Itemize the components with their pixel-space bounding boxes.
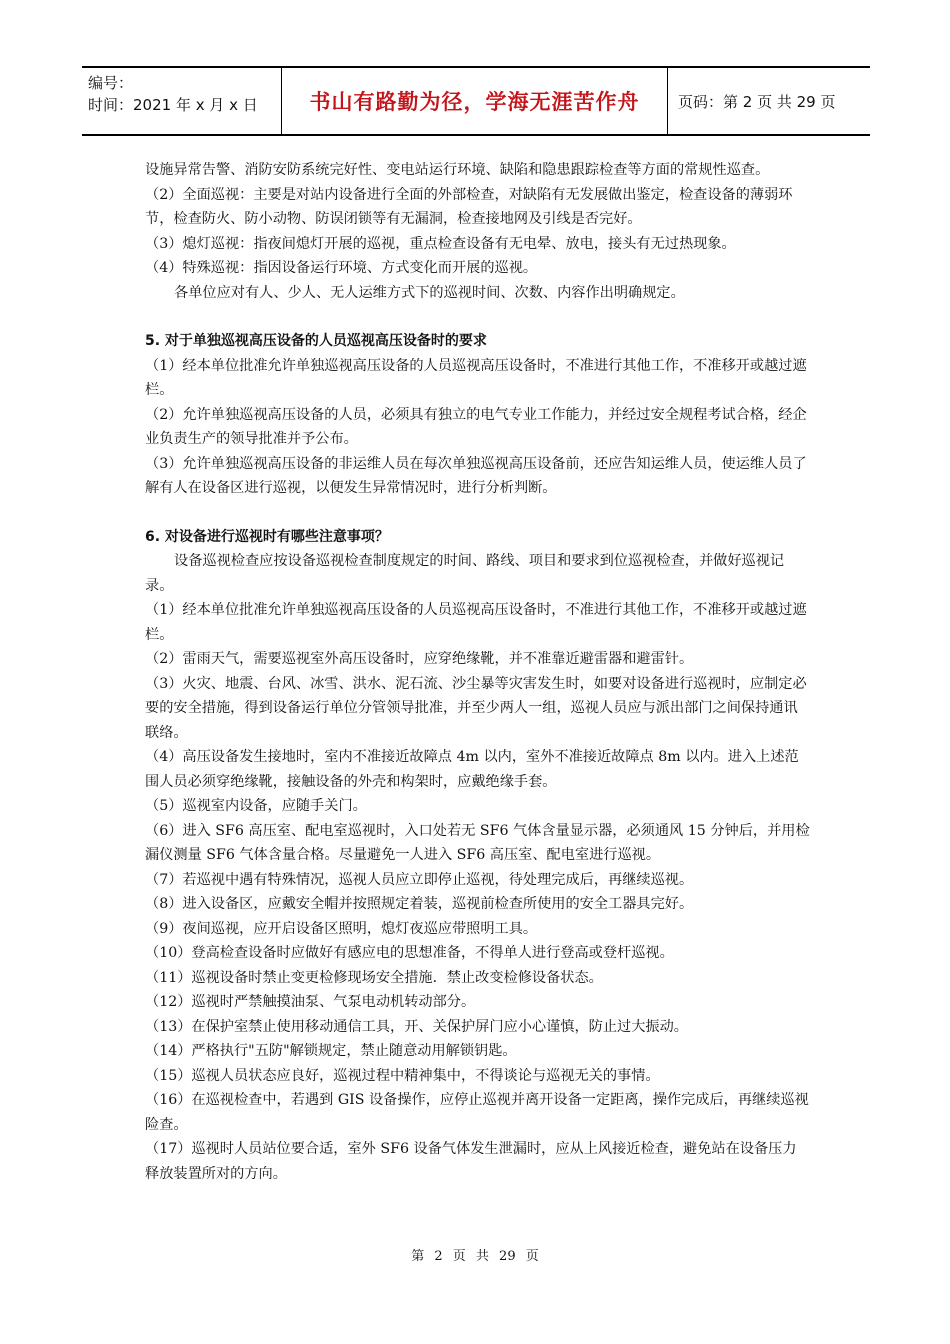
- list-item: （14）严格执行"五防"解锁规定，禁止随意动用解锁钥匙。: [145, 1043, 517, 1059]
- list-item: （16）在巡视检查中，若遇到 GIS 设备操作，应停止巡视并离开设备一定距离，操作完成后，再继续巡视险查。: [145, 1092, 809, 1133]
- list-item: （10）登高检查设备时应做好有感应电的思想准备，不得单人进行登高或登杆巡视。: [145, 945, 674, 961]
- section-heading: 5. 对于单独巡视高压设备的人员巡视高压设备时的要求: [145, 333, 487, 349]
- header-page-info: 页码：第 2 页 共 29 页: [678, 92, 836, 111]
- date-label: 时间：2021 年 x 月 x 日: [88, 96, 258, 114]
- list-item: （1）经本单位批准允许单独巡视高压设备的人员巡视高压设备时，不准进行其他工作，不准移开或越过遮栏。: [145, 602, 807, 643]
- section-heading: 6. 对设备进行巡视时有哪些注意事项？: [145, 528, 389, 545]
- list-item: （15）巡视人员状态应良好，巡视过程中精神集中，不得谈论与巡视无关的事情。: [145, 1067, 660, 1084]
- list-item: （3）允许单独巡视高压设备的非运维人员在每次单独巡视高压设备前，还应告知运维人员，使运维人员了解有人在设备区进行巡视，以便发生异常情况时，进行分析判断。: [145, 455, 807, 496]
- spacer: [145, 501, 810, 525]
- list-item: （6）进入 SF6 高压室、配电室巡视时，入口处若无 SF6 气体含量显示器，必须通风 15 分钟后，并用检漏仪测量 SF6 气体含量合格。尽量避免一人进入 SF6 高压室、配电室进行巡视。: [145, 822, 810, 863]
- list-item: （2）雷雨天气，需要巡视室外高压设备时，应穿绝缘靴，并不准靠近避雷器和避雷针。: [145, 651, 694, 667]
- list-item: （1）经本单位批准允许单独巡视高压设备的人员巡视高压设备时，不准进行其他工作，不准移开或越过遮栏。: [145, 357, 807, 398]
- list-item: （13）在保护室禁止使用移动通信工具，开、关保护屏门应小心谨慎，防止过大振动。: [145, 1018, 688, 1035]
- list-item: （7）若巡视中遇有特殊情况，巡视人员应立即停止巡视，待处理完成后，再继续巡视。: [145, 871, 694, 888]
- document-header: [82, 66, 870, 136]
- page-footer: 第 2 页 共 29 页: [411, 1249, 539, 1264]
- paragraph: （2）全面巡视：主要是对站内设备进行全面的外部检查，对缺陷有无发展做出鉴定，检查设备的薄弱环节，检查防火、防小动物、防误闭锁等有无漏洞，检查接地网及引线是否完好。: [145, 186, 793, 227]
- paragraph: 各单位应对有人、少人、无人运维方式下的巡视时间、次数、内容作出明确规定。: [174, 284, 685, 301]
- list-item: （11）巡视设备时禁止变更检修现场安全措施．禁止改变检修设备状态。: [145, 969, 603, 986]
- paragraph: （4）特殊巡视：指因设备运行环境、方式变化而开展的巡视。: [145, 260, 538, 276]
- header-meta: [82, 68, 282, 134]
- header-motto: 书山有路勤为径，学海无涯苦作舟: [282, 68, 668, 134]
- list-item: （4）高压设备发生接地时，室内不准接近故障点 4m 以内，室外不准接近故障点 8m 以内。进入上述范围人员必须穿绝缘靴，接触设备的外壳和构架时，应戴绝缘手套。: [145, 749, 799, 790]
- document-body: [145, 158, 810, 1186]
- list-item: （5）巡视室内设备，应随手关门。: [145, 798, 367, 814]
- list-item: （3）火灾、地震、台风、冰雪、洪水、泥石流、沙尘暴等灾害发生时，如要对设备进行巡视时，应制定必要的安全措施，得到设备运行单位分管领导批准，并至少两人一组，巡视人员应与派出部门之间保持通讯联络。: [145, 675, 807, 741]
- paragraph: （3）熄灯巡视：指夜间熄灯开展的巡视，重点检查设备有无电晕、放电，接头有无过热现象。: [145, 235, 736, 252]
- list-item: （17）巡视时人员站位要合适，室外 SF6 设备气体发生泄漏时，应从上风接近检查，避免站在设备压力释放装置所对的方向。: [145, 1141, 797, 1182]
- list-item: （9）夜间巡视，应开启设备区照明，熄灯夜巡应带照明工具。: [145, 920, 538, 937]
- paragraph: 设施异常告警、消防安防系统完好性、变电站运行环境、缺陷和隐患跟踪检查等方面的常规性巡查。: [145, 162, 770, 178]
- spacer: [145, 305, 810, 329]
- list-item: （8）进入设备区，应戴安全帽并按照规定着装，巡视前检查所使用的安全工器具完好。: [145, 896, 694, 912]
- number-label: 编号：: [88, 74, 134, 92]
- list-item: （2）允许单独巡视高压设备的人员，必须具有独立的电气专业工作能力，并经过安全规程考试合格，经企业负责生产的领导批准并予公布。: [145, 406, 807, 447]
- list-item: （12）巡视时严禁触摸油泵、气泵电动机转动部分。: [145, 994, 476, 1010]
- paragraph: 设备巡视检查应按设备巡视检查制度规定的时间、路线、项目和要求到位巡视检查，并做好巡视记录。: [145, 553, 785, 594]
